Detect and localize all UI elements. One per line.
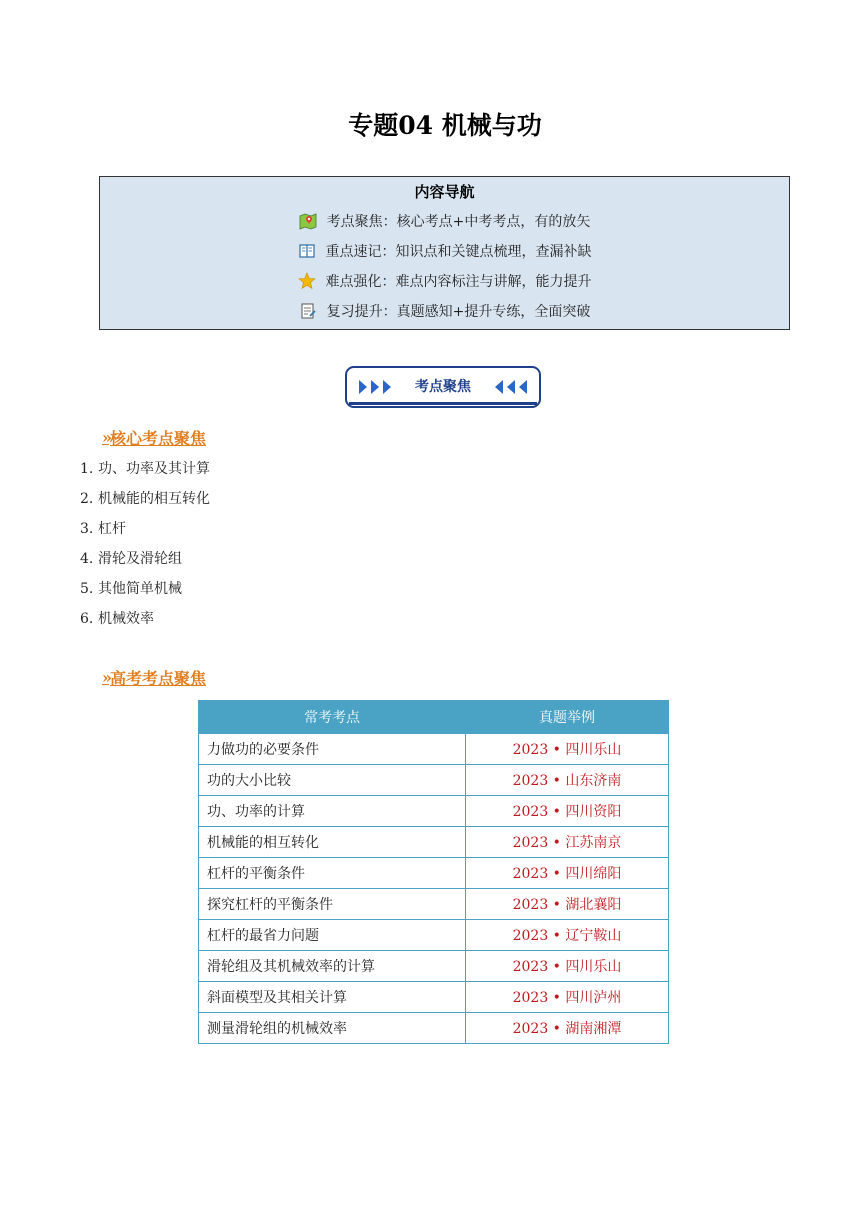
table-row	[199, 982, 669, 1013]
nav-item-kaodian	[100, 211, 789, 231]
example-cell: 2023 • 湖南湘潭	[466, 1013, 669, 1044]
point-cell: 滑轮组及其机械效率的计算	[199, 951, 466, 982]
nav-item-label: 考点聚焦：核心考点+中考考点，有的放矢	[326, 214, 591, 230]
star-icon	[298, 272, 316, 290]
list-item: 1. 功、功率及其计算	[80, 461, 210, 477]
table-header-row	[199, 701, 669, 734]
core-section-title: 核心考点聚焦	[110, 429, 207, 448]
double-chevron-icon: »	[102, 668, 109, 687]
point-cell: 杠杆的平衡条件	[199, 858, 466, 889]
book-icon	[298, 242, 316, 260]
example-cell: 2023 • 辽宁鞍山	[466, 920, 669, 951]
example-cell: 2023 • 江苏南京	[466, 827, 669, 858]
exam-section-title: 高考考点聚焦	[110, 669, 207, 688]
page-title: 专题04 机械与功	[348, 111, 542, 140]
exam-points-table	[198, 700, 669, 1044]
map-icon	[299, 212, 317, 230]
example-cell: 2023 • 四川资阳	[466, 796, 669, 827]
exam-section-heading	[102, 666, 206, 689]
section-banner	[345, 366, 541, 408]
nav-item-label: 重点速记：知识点和关键点梳理，查漏补缺	[325, 244, 592, 260]
example-cell: 2023 • 四川绵阳	[466, 858, 669, 889]
nav-item-fuxi	[100, 301, 789, 321]
list-item: 3. 杠杆	[80, 521, 126, 537]
core-points-list	[80, 458, 210, 638]
example-cell: 2023 • 四川泸州	[466, 982, 669, 1013]
table-row	[199, 920, 669, 951]
point-cell: 探究杠杆的平衡条件	[199, 889, 466, 920]
nav-item-label: 复习提升：真题感知+提升专练，全面突破	[326, 304, 591, 320]
table-row	[199, 1013, 669, 1044]
nav-item-nandian	[100, 271, 789, 291]
table-row	[199, 796, 669, 827]
point-cell: 斜面模型及其相关计算	[199, 982, 466, 1013]
double-chevron-icon: »	[102, 428, 109, 447]
banner-label: 考点聚焦	[415, 379, 471, 395]
table-row	[199, 951, 669, 982]
list-item: 5. 其他简单机械	[80, 581, 182, 597]
point-cell: 测量滑轮组的机械效率	[199, 1013, 466, 1044]
point-cell: 机械能的相互转化	[199, 827, 466, 858]
nav-heading: 内容导航	[414, 183, 475, 201]
table-row	[199, 889, 669, 920]
point-cell: 力做功的必要条件	[199, 734, 466, 765]
example-cell: 2023 • 湖北襄阳	[466, 889, 669, 920]
example-cell: 2023 • 山东济南	[466, 765, 669, 796]
point-cell: 功的大小比较	[199, 765, 466, 796]
core-section-heading	[102, 426, 206, 449]
example-cell: 2023 • 四川乐山	[466, 734, 669, 765]
table-row	[199, 734, 669, 765]
nav-item-zhongdian	[100, 241, 789, 261]
table-row	[199, 827, 669, 858]
example-cell: 2023 • 四川乐山	[466, 951, 669, 982]
list-item: 4. 滑轮及滑轮组	[80, 551, 182, 567]
content-navigation-box	[99, 176, 790, 330]
list-item: 6. 机械效率	[80, 611, 154, 627]
notepad-icon	[299, 302, 317, 320]
table-row	[199, 765, 669, 796]
nav-item-label: 难点强化：难点内容标注与讲解，能力提升	[325, 274, 592, 290]
point-cell: 杠杆的最省力问题	[199, 920, 466, 951]
list-item: 2. 机械能的相互转化	[80, 491, 210, 507]
table-row	[199, 858, 669, 889]
point-cell: 功、功率的计算	[199, 796, 466, 827]
column-header: 真题举例	[466, 701, 669, 734]
column-header: 常考考点	[199, 701, 466, 734]
